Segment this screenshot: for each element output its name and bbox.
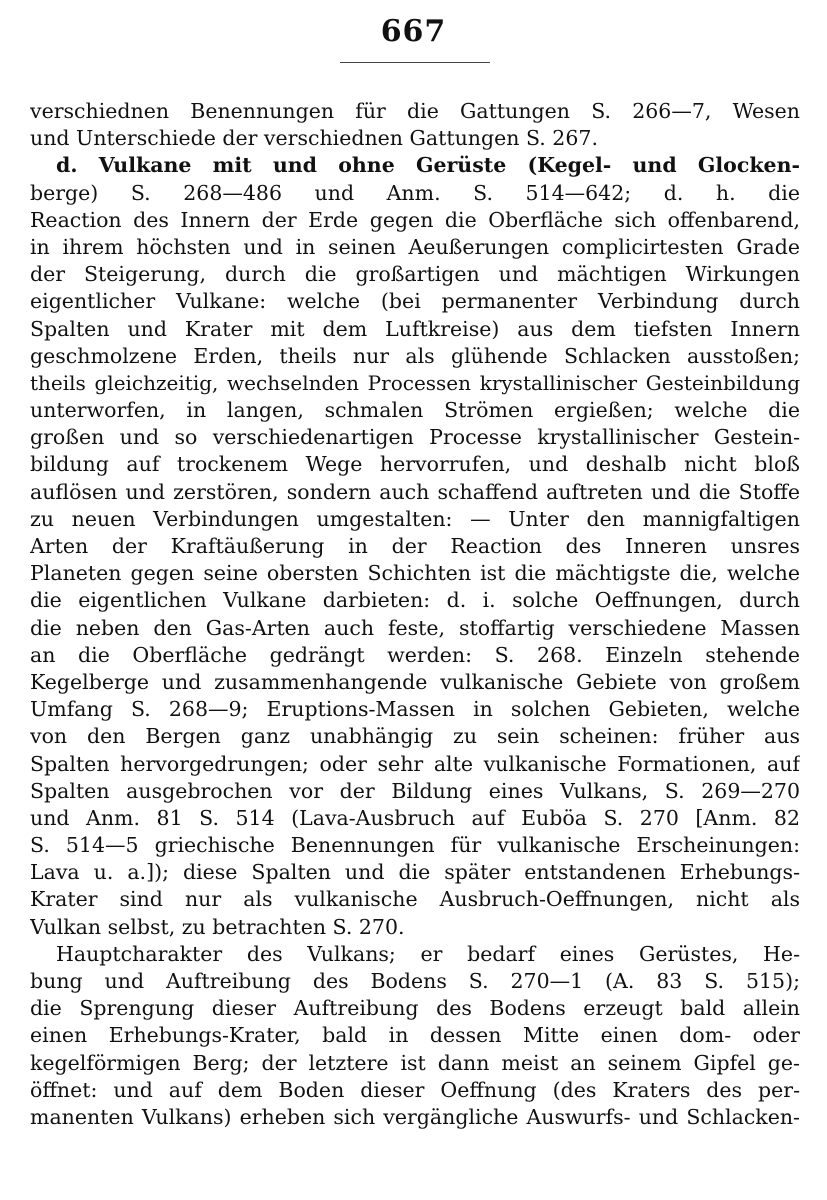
text-line: Kegelberge und zusammenhangende vulkanische Gebiete von großem (30, 669, 800, 694)
text-line: Spalten ausgebrochen vor der Bildung eines Vulkans, S. 269—270 (30, 778, 800, 803)
text-line: Umfang S. 268—9; Eruptions-Massen in solchen Gebieten, welche (30, 697, 800, 722)
page-number: 667 (380, 14, 447, 49)
text-line: Planeten gegen seine obersten Schichten ist die mächtigste die, welche (30, 561, 800, 586)
text-line: zu neuen Verbindungen umgestalten: — Unter den mannigfaltigen (30, 506, 800, 531)
text-line: großen und so verschiedenartigen Processe krystallinischer Gestein- (30, 425, 800, 450)
text-line: S. 514—5 griechische Benennungen für vulkanische Erscheinungen: (30, 833, 800, 858)
text-line: bildung auf trockenem Wege hervorrufen, und deshalb nicht bloß (30, 452, 800, 477)
text-line: Arten der Kraftäußerung in der Reaction des Inneren unsres (30, 534, 800, 558)
text-line: von den Bergen ganz unabhängig zu sein scheinen: früher aus (30, 724, 800, 749)
text-line: Krater sind nur als vulkanische Ausbruch-Oeffnungen, nicht als (30, 887, 800, 912)
text-line: Hauptcharakter des Vulkans; er bedarf eines Gerüstes, He- (56, 941, 800, 966)
text-line: unterworfen, in langen, schmalen Strömen ergießen; welche die (30, 398, 800, 423)
text-line: in ihrem höchsten und in seinen Aeußerungen complicirtesten Grade (30, 234, 800, 259)
text-line: einen Erhebungs-Krater, bald in dessen Mitte einen dom- oder (30, 1023, 800, 1048)
text-line: der Steigerung, durch die großartigen und mächtigen Wirkungen (30, 262, 800, 287)
text-line: d. Vulkane mit und ohne Gerüste (Kegel- und Glocken- (56, 153, 800, 178)
text-line: geschmolzene Erden, theils nur als glühende Schlacken ausstoßen; (30, 343, 800, 368)
text-line: kegelförmigen Berg; der letztere ist dann meist an seinem Gipfel ge- (30, 1050, 800, 1075)
text-line: berge) S. 268—486 und Anm. S. 514—642; d. h. die (30, 180, 800, 205)
text-line: und Unterschiede der verschiednen Gattungen S. 267. (30, 126, 598, 151)
text-line: Vulkan selbst, zu betrachten S. 270. (30, 914, 405, 939)
text-line: theils gleichzeitig, wechselnden Processen krystallinischer Gesteinbildung (30, 370, 800, 395)
text-line: und Anm. 81 S. 514 (Lava-Ausbruch auf Euböa S. 270 [Anm. 82 (30, 805, 800, 830)
text-line: verschiednen Benennungen für die Gattungen S. 266—7, Wesen (30, 99, 800, 123)
text-line: die neben den Gas-Arten auch feste, stoffartig verschiedene Massen (30, 615, 800, 640)
header-rule (340, 62, 490, 63)
text-line: bung und Auftreibung des Bodens S. 270—1 (A. 83 S. 515); (30, 969, 800, 993)
text-line: auflösen und zerstören, sondern auch schaffend auftreten und die Stoffe (30, 479, 800, 504)
text-line: Reaction des Innern der Erde gegen die Oberfläche sich offenbarend, (30, 207, 800, 232)
text-line: öffnet: und auf dem Boden dieser Oeffnung (des Kraters des per- (30, 1077, 800, 1102)
text-line: Spalten hervorgedrungen; oder sehr alte vulkanische Formationen, auf (30, 751, 800, 776)
text-line: die Sprengung dieser Auftreibung des Bodens erzeugt bald allein (30, 996, 800, 1021)
body-text (30, 98, 800, 1131)
text-line: manenten Vulkans) erheben sich vergängliche Auswurfs- und Schlacken- (30, 1104, 800, 1129)
text-line: die eigentlichen Vulkane darbieten: d. i. solche Oeffnungen, durch (30, 588, 800, 613)
text-line: Lava u. a.]); diese Spalten und die später entstandenen Erhebungs- (30, 860, 800, 885)
text-line: Spalten und Krater mit dem Luftkreise) aus dem tiefsten Innern (30, 316, 800, 341)
text-line: eigentlicher Vulkane: welche (bei permanenter Verbindung durch (30, 289, 800, 314)
text-line: an die Oberfläche gedrängt werden: S. 268. Einzeln stehende (30, 642, 800, 667)
